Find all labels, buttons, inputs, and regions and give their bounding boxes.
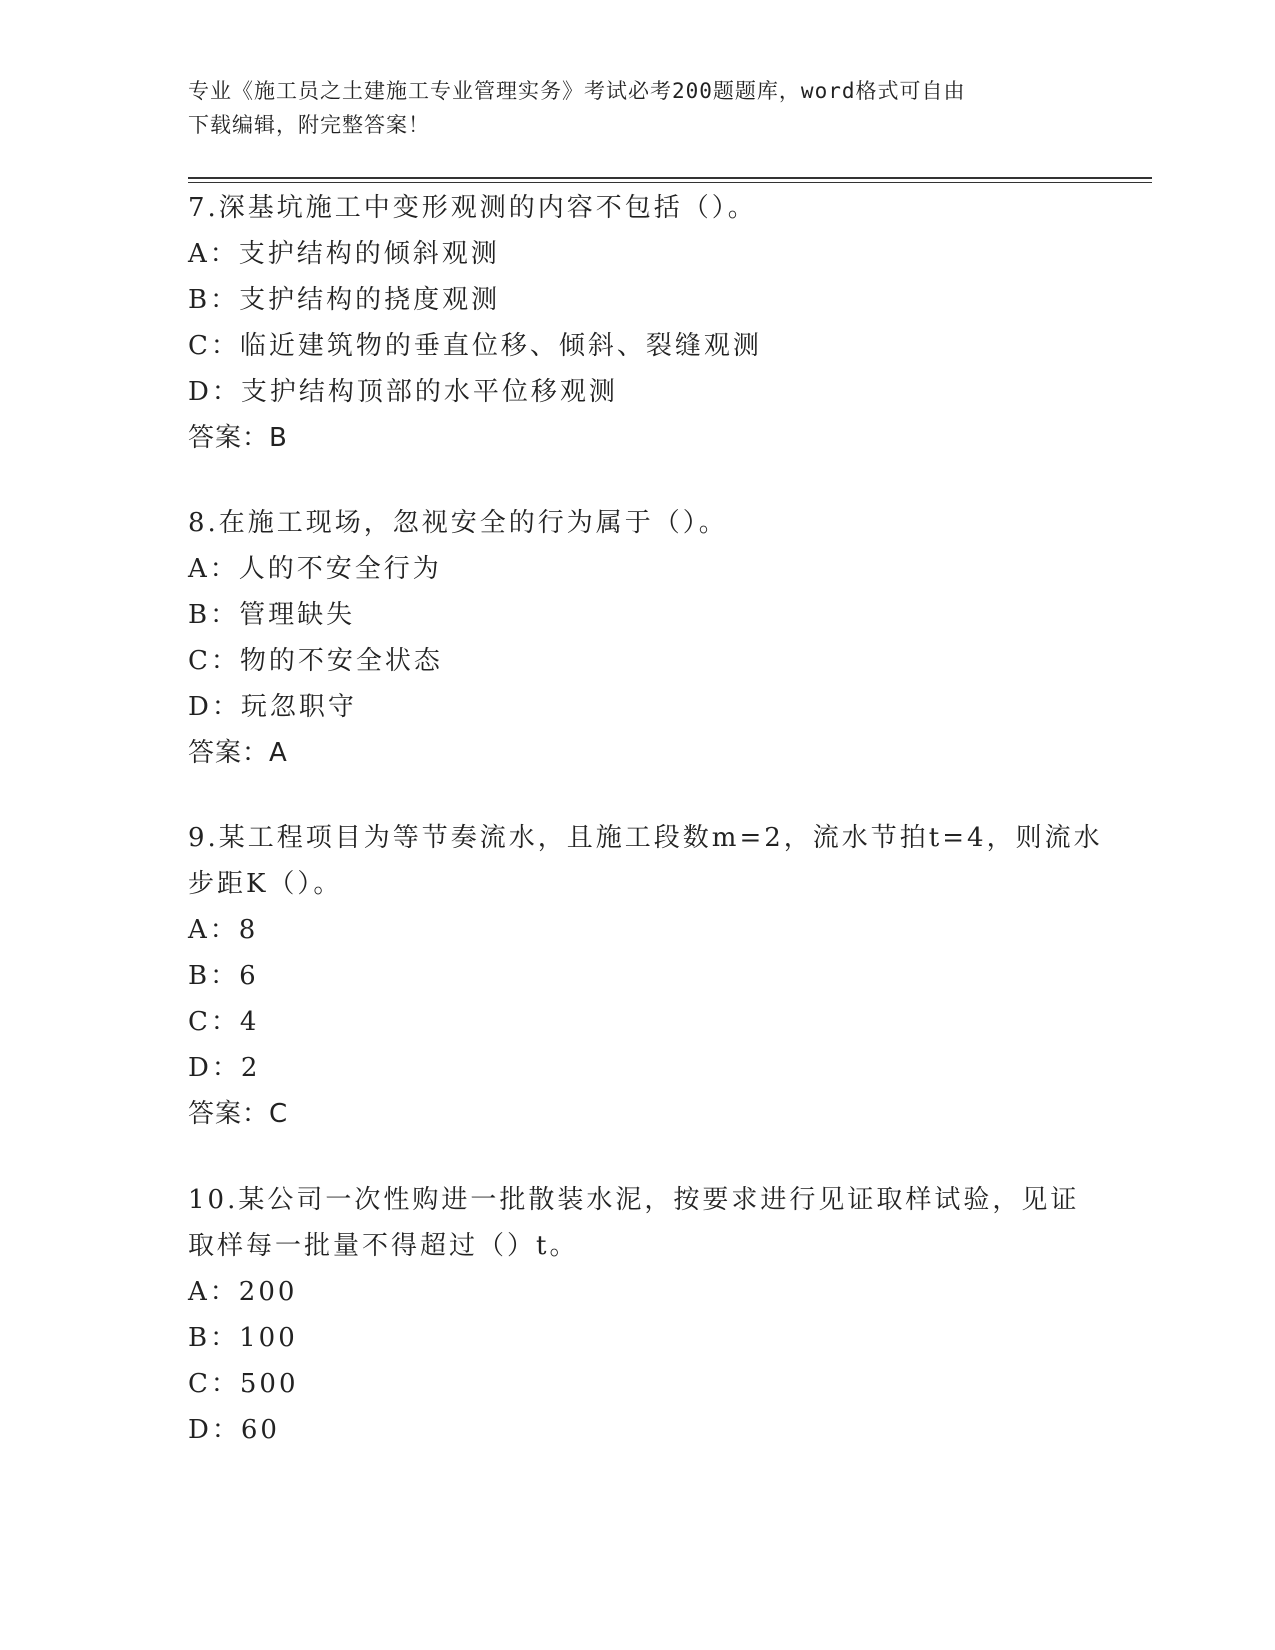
option-b: B：管理缺失 [188, 600, 356, 630]
answer-label: 答案：B [188, 423, 288, 453]
question-10 [188, 1177, 1088, 1453]
option-a: A：人的不安全行为 [188, 554, 442, 584]
question-7 [188, 185, 1088, 461]
question-stem-line-2: 取样每一批量不得超过（）t。 [188, 1231, 579, 1261]
question-8 [188, 500, 1088, 776]
option-a: A：8 [188, 915, 259, 945]
option-c: C：500 [188, 1369, 299, 1399]
question-stem-line-1: 9.某工程项目为等节奏流水，且施工段数m=2，流水节拍t=4，则流水 [188, 823, 1103, 853]
header-line-2: 下载编辑，附完整答案！ [188, 113, 430, 137]
question-stem: 7.深基坑施工中变形观测的内容不包括（）。 [188, 193, 757, 223]
option-b: B：100 [188, 1323, 298, 1353]
option-a: A：支护结构的倾斜观测 [188, 239, 500, 269]
answer-label: 答案：A [188, 738, 288, 768]
option-c: C：4 [188, 1007, 260, 1037]
question-stem-line-2: 步距K（）。 [188, 869, 343, 899]
question-stem: 8.在施工现场，忽视安全的行为属于（）。 [188, 508, 728, 538]
question-stem-line-1: 10.某公司一次性购进一批散装水泥，按要求进行见证取样试验，见证 [188, 1185, 1080, 1215]
header-divider-thin [188, 182, 1152, 183]
option-d: D：60 [188, 1415, 280, 1445]
option-d: D：支护结构顶部的水平位移观测 [188, 377, 618, 407]
option-c: C：物的不安全状态 [188, 646, 443, 676]
document-header [188, 74, 1068, 142]
header-divider-thick [188, 177, 1152, 179]
question-9 [188, 815, 1103, 1137]
header-line-1: 专业《施工员之土建施工专业管理实务》考试必考200题题库，word格式可自由 [188, 79, 966, 103]
option-d: D：玩忽职守 [188, 692, 357, 722]
option-a: A：200 [188, 1277, 298, 1307]
option-b: B：6 [188, 961, 259, 991]
option-c: C：临近建筑物的垂直位移、倾斜、裂缝观测 [188, 331, 762, 361]
answer-label: 答案：C [188, 1099, 289, 1129]
option-d: D：2 [188, 1053, 261, 1083]
option-b: B：支护结构的挠度观测 [188, 285, 501, 315]
